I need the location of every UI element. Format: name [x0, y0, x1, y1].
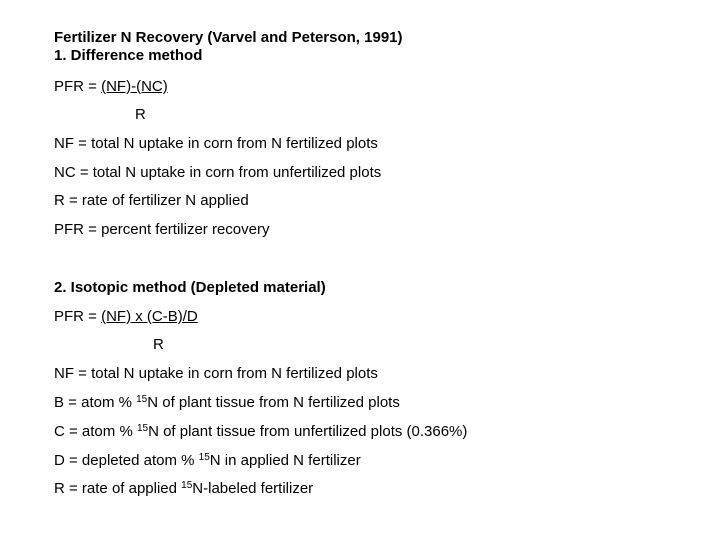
- formula-denominator: R: [135, 106, 146, 123]
- definition-text: N-labeled fertilizer: [192, 480, 314, 497]
- title: Fertilizer N Recovery (Varvel and Peterson, 1991): [54, 29, 403, 46]
- formula-prefix: PFR =: [54, 78, 102, 95]
- definition-pfr: PFR = percent fertilizer recovery: [54, 221, 270, 238]
- definition-text: N in applied N fertilizer: [209, 452, 361, 469]
- section-heading-difference-method: 1. Difference method: [54, 47, 203, 64]
- definition-c: [54, 423, 467, 441]
- definition-nc: NC = total N uptake in corn from unfertilized plots: [54, 164, 382, 181]
- definition-nf: NF = total N uptake in corn from N fertilized plots: [54, 365, 378, 382]
- isotope-superscript: 15: [181, 480, 193, 491]
- definition-text: D = depleted atom %: [54, 452, 199, 469]
- pfr-formula-difference: [54, 78, 168, 96]
- definition-nf: NF = total N uptake in corn from N fertilized plots: [54, 135, 378, 152]
- definition-text: C = atom %: [54, 423, 137, 440]
- definition-r: [54, 480, 313, 498]
- definition-d: [54, 452, 361, 470]
- definition-text: B = atom %: [54, 394, 137, 411]
- section-heading-isotopic-method: 2. Isotopic method (Depleted material): [54, 279, 326, 296]
- isotope-superscript: 15: [136, 394, 148, 405]
- definition-text: R = rate of applied: [54, 480, 182, 497]
- pfr-formula-isotopic: [54, 308, 198, 326]
- formula-denominator: R: [153, 336, 164, 353]
- isotope-superscript: 15: [198, 452, 210, 463]
- formula-prefix: PFR =: [54, 308, 102, 325]
- definition-b: [54, 394, 400, 412]
- isotope-superscript: 15: [136, 423, 149, 434]
- formula-numerator: (NF)-(NC): [101, 78, 168, 95]
- definition-text: N of plant tissue from N fertilized plots: [147, 394, 400, 411]
- definition-text: N of plant tissue from unfertilized plots (0.366%): [148, 423, 468, 440]
- formula-numerator: (NF) x (C-B)/D: [101, 308, 198, 325]
- definition-r: R = rate of fertilizer N applied: [54, 192, 249, 209]
